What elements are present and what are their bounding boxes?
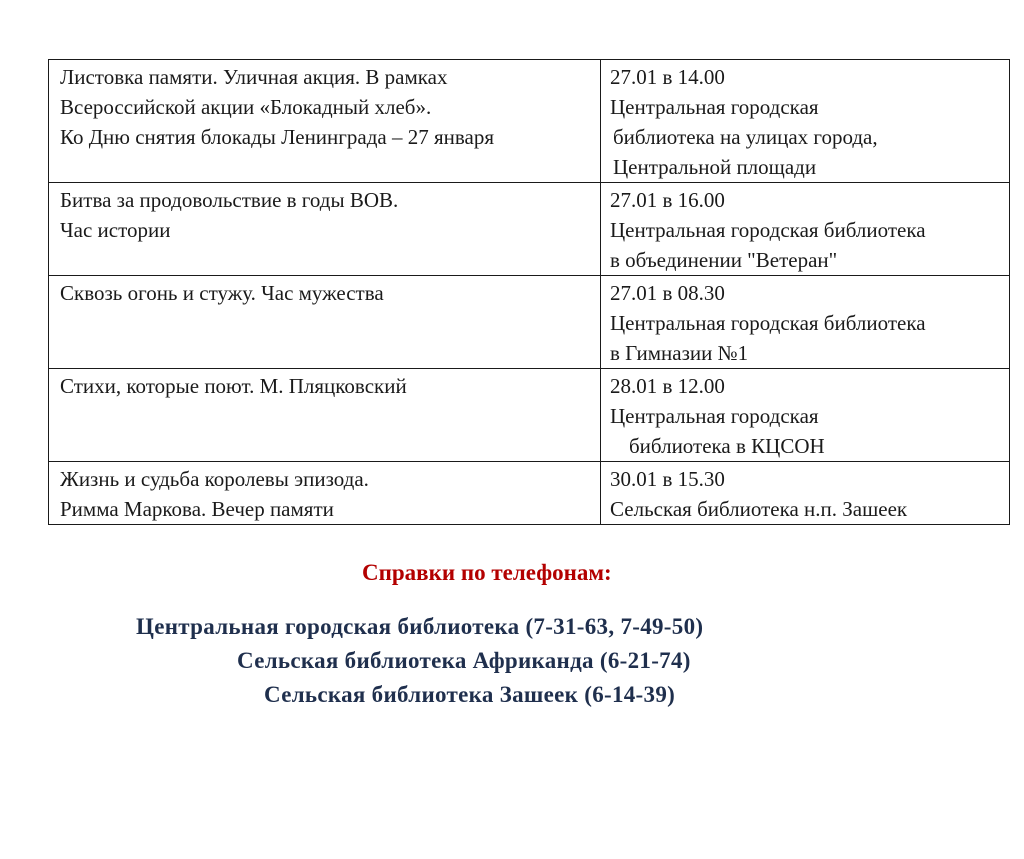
event-datetime: 27.01 в 14.00 (610, 65, 725, 89)
contact-line-zasheek: Сельская библиотека Зашеек (6-14-39) (264, 682, 676, 707)
event-title-line: Римма Маркова. Вечер памяти (60, 497, 334, 521)
table-row (49, 462, 1010, 525)
event-when-cell (601, 276, 1010, 369)
event-title-cell (49, 369, 601, 462)
event-venue-line: в Гимназии №1 (610, 341, 749, 365)
event-datetime: 30.01 в 15.30 (610, 467, 725, 491)
event-datetime: 27.01 в 16.00 (610, 188, 725, 212)
events-table (48, 59, 1010, 525)
event-datetime: 28.01 в 12.00 (610, 374, 725, 398)
event-datetime: 27.01 в 08.30 (610, 281, 725, 305)
event-when-cell (601, 183, 1010, 276)
event-when-cell (601, 462, 1010, 525)
event-venue-line: Центральной площади (613, 155, 817, 179)
contact-line-afrikanda: Сельская библиотека Африканда (6-21-74) (237, 648, 691, 673)
event-venue-line: Центральная городская библиотека (610, 218, 926, 242)
event-when-cell (601, 369, 1010, 462)
event-title-line: Стихи, которые поют. М. Пляцковский (60, 374, 407, 398)
contacts-title: Справки по телефонам: (362, 560, 612, 585)
event-title-cell (49, 276, 601, 369)
event-title-line: Листовка памяти. Уличная акция. В рамках (60, 65, 448, 89)
contact-line-central: Центральная городская библиотека (7-31-63, 7-49-50) (136, 614, 704, 639)
table-row (49, 276, 1010, 369)
event-venue-line: Сельская библиотека н.п. Зашеек (610, 497, 908, 521)
event-title-line: Час истории (60, 218, 171, 242)
table-row (49, 60, 1010, 183)
event-title-cell (49, 462, 601, 525)
table-row (49, 183, 1010, 276)
event-title-line: Жизнь и судьба королевы эпизода. (60, 467, 369, 491)
event-venue-line: библиотека на улицах города, (613, 125, 878, 149)
event-title-cell (49, 183, 601, 276)
event-title-line: Ко Дню снятия блокады Ленинграда – 27 января (60, 125, 494, 149)
event-venue-line: библиотека в КЦСОН (629, 434, 825, 458)
event-venue-line: Центральная городская библиотека (610, 311, 926, 335)
event-venue-line: в объединении "Ветеран" (610, 248, 838, 272)
event-title-line: Битва за продовольствие в годы ВОВ. (60, 188, 399, 212)
event-title-line: Всероссийской акции «Блокадный хлеб». (60, 95, 432, 119)
event-venue-line: Центральная городская (610, 404, 819, 428)
event-title-cell (49, 60, 601, 183)
table-row (49, 369, 1010, 462)
event-title-line: Сквозь огонь и стужу. Час мужества (60, 281, 384, 305)
event-when-cell (601, 60, 1010, 183)
event-venue-line: Центральная городская (610, 95, 819, 119)
